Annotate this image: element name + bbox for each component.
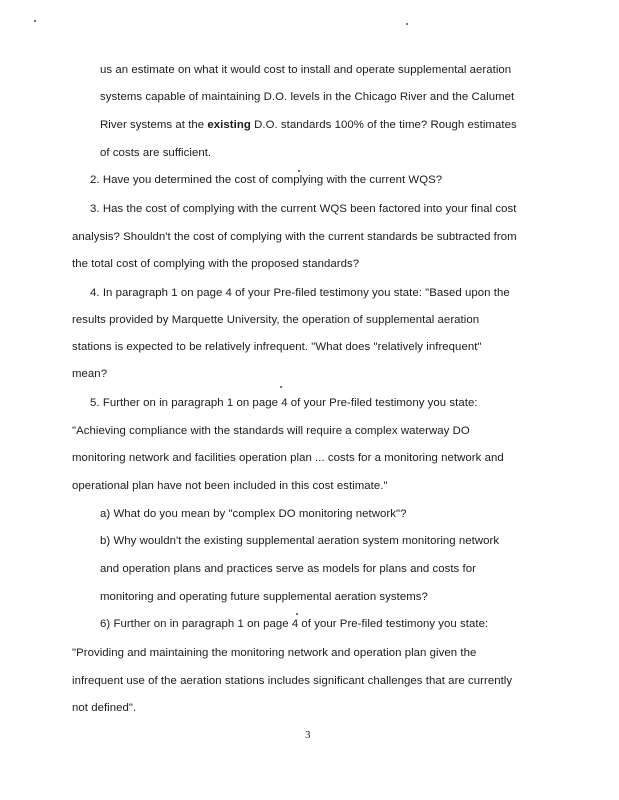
q4-line-3: stations is expected to be relatively infrequent. "What does "relatively infrequent" — [72, 341, 482, 353]
scan-speck — [406, 23, 408, 25]
q1-line-3-start: River systems at the — [100, 119, 208, 131]
q5b-line-3: monitoring and operating future supplemental aeration systems? — [100, 591, 428, 603]
q4-line-2: results provided by Marquette University, the operation of supplemental aeration — [72, 314, 480, 326]
q6-line-1: 6) Further on in paragraph 1 on page 4 of your Pre-filed testimony you state: — [100, 618, 489, 630]
scan-speck — [280, 386, 282, 388]
q5-line-2: "Achieving compliance with the standards will require a complex waterway DO — [72, 425, 470, 437]
q5-line-3: monitoring network and facilities operation plan ... costs for a monitoring network and — [72, 452, 504, 464]
q6-line-3: infrequent use of the aeration stations includes significant challenges that are currently — [72, 675, 513, 687]
q3-line-1: 3. Has the cost of complying with the current WQS been factored into your final cost — [90, 203, 517, 215]
q4-line-1: 4. In paragraph 1 on page 4 of your Pre-filed testimony you state: "Based upon the — [90, 287, 510, 299]
q6-line-4: not defined". — [72, 702, 137, 714]
q1-line-3 — [100, 119, 517, 131]
q3-line-2: analysis? Shouldn't the cost of complying with the current standards be subtracted from — [72, 231, 517, 243]
q5a-line-1: a) What do you mean by "complex DO monitoring network"? — [100, 508, 407, 520]
q5-line-1: 5. Further on in paragraph 1 on page 4 of your Pre-filed testimony you state: — [90, 397, 478, 409]
scan-speck — [296, 613, 298, 615]
q1-line-4: of costs are sufficient. — [100, 147, 212, 159]
page-number: 3 — [305, 729, 311, 741]
q5b-line-1: b) Why wouldn't the existing supplemental aeration system monitoring network — [100, 535, 500, 547]
q3-line-3: the total cost of complying with the proposed standards? — [72, 258, 360, 270]
q5-line-4: operational plan have not been included in this cost estimate." — [72, 480, 388, 492]
scan-speck — [34, 20, 36, 22]
q5b-line-2: and operation plans and practices serve as models for plans and costs for — [100, 563, 476, 575]
q1-line-2: systems capable of maintaining D.O. levels in the Chicago River and the Calumet — [100, 91, 515, 103]
q1-line-1: us an estimate on what it would cost to install and operate supplemental aeration — [100, 64, 512, 76]
q2-line-1: 2. Have you determined the cost of complying with the current WQS? — [90, 174, 443, 186]
existing-emphasis: existing — [207, 119, 251, 131]
q6-line-2: "Providing and maintaining the monitoring network and operation plan given the — [72, 647, 477, 659]
q1-line-3-end: D.O. standards 100% of the time? Rough estimates — [250, 119, 517, 131]
q4-line-4: mean? — [72, 368, 108, 380]
scan-speck — [298, 170, 300, 172]
